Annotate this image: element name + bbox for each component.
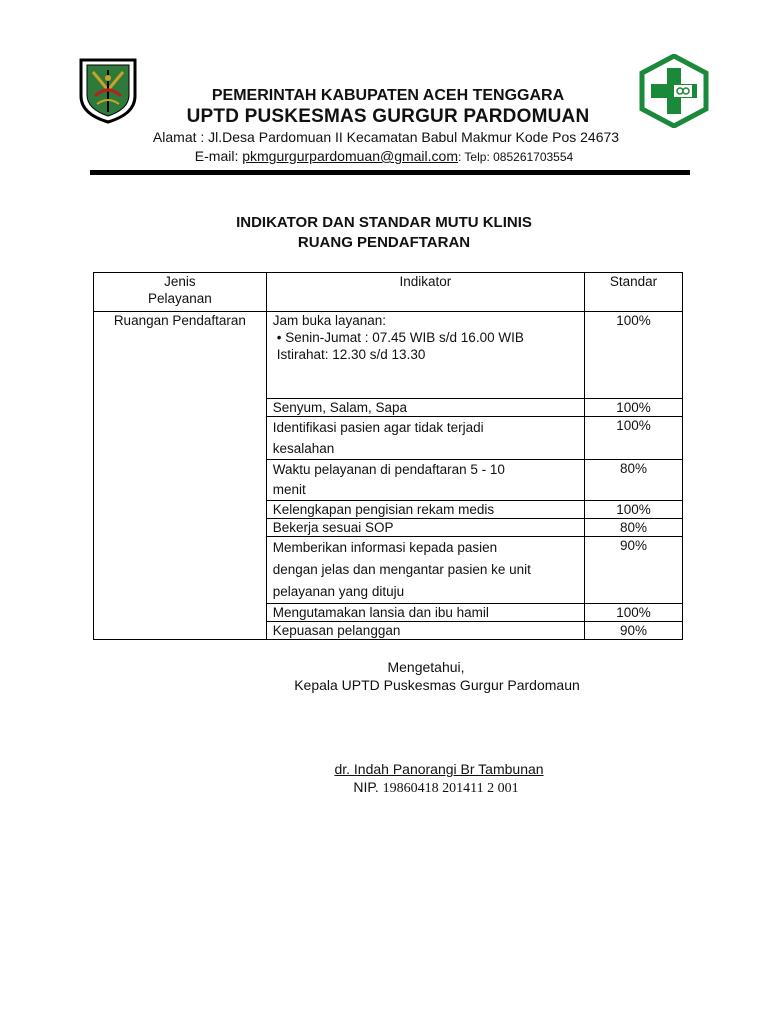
indicator-cell: Senyum, Salam, Sapa bbox=[266, 399, 584, 417]
indicator-cell: Waktu pelayanan di pendaftaran 5 - 10 menit bbox=[266, 460, 584, 501]
standard-cell: 90% bbox=[585, 622, 683, 640]
indicator-cell: Jam buka layanan: • Senin-Jumat : 07.45 WIB s/d 16.00 WIB Istirahat: 12.30 s/d 13.30 bbox=[266, 312, 584, 399]
quality-standard-table bbox=[93, 272, 683, 640]
indicator-cell: Kelengkapan pengisian rekam medis bbox=[266, 501, 584, 519]
standard-cell: 100% bbox=[585, 417, 683, 460]
table-row bbox=[94, 312, 683, 399]
header-service: Jenis Pelayanan bbox=[94, 273, 267, 312]
standard-cell: 100% bbox=[585, 501, 683, 519]
header-standard: Standar bbox=[585, 273, 683, 312]
document-subtitle: RUANG PENDAFTARAN bbox=[297, 234, 471, 251]
indicator-cell: Memberikan informasi kepada pasien dengan jelas dan mengantar pasien ke unit pelayanan yang dituju bbox=[266, 537, 584, 604]
email-prefix: E-mail: bbox=[194, 148, 243, 164]
signatory-name: dr. Indah Panorangi Br Tambunan bbox=[334, 761, 544, 777]
standard-cell: 100% bbox=[585, 399, 683, 417]
indicator-cell: Identifikasi pasien agar tidak terjadi kesalahan bbox=[266, 417, 584, 460]
indicator-cell: Bekerja sesuai SOP bbox=[266, 519, 584, 537]
contact-line bbox=[0, 148, 768, 164]
header-indicator: Indikator bbox=[266, 273, 584, 312]
header-divider bbox=[90, 170, 690, 175]
standard-cell: 80% bbox=[585, 460, 683, 501]
indicator-cell: Kepuasan pelanggan bbox=[266, 622, 584, 640]
signatory-nip: NIP. 19860418 201411 2 001 bbox=[353, 779, 519, 796]
signatory-title: Kepala UPTD Puskesmas Gurgur Pardomaun bbox=[294, 677, 580, 693]
address: Alamat : Jl.Desa Pardomuan II Kecamatan Babul Makmur Kode Pos 24673 bbox=[152, 129, 620, 145]
table-header-row bbox=[94, 273, 683, 312]
indicator-cell: Mengutamakan lansia dan ibu hamil bbox=[266, 604, 584, 622]
document-title: INDIKATOR DAN STANDAR MUTU KLINIS bbox=[236, 214, 532, 231]
standard-cell: 80% bbox=[585, 519, 683, 537]
service-cell: Ruangan Pendaftaran bbox=[94, 312, 267, 640]
standard-cell: 100% bbox=[585, 312, 683, 399]
email-link[interactable]: pkmgurgurpardomuan@gmail.com bbox=[242, 148, 458, 164]
standard-cell: 90% bbox=[585, 537, 683, 604]
government-name: PEMERINTAH KABUPATEN ACEH TENGGARA bbox=[211, 87, 565, 104]
institution-name: UPTD PUSKESMAS GURGUR PARDOMUAN bbox=[186, 106, 590, 127]
acknowledgement-label: Mengetahui, bbox=[387, 659, 465, 675]
telephone: : Telp: 085261703554 bbox=[457, 150, 574, 164]
standard-cell: 100% bbox=[585, 604, 683, 622]
bullet-icon: • bbox=[276, 330, 286, 345]
